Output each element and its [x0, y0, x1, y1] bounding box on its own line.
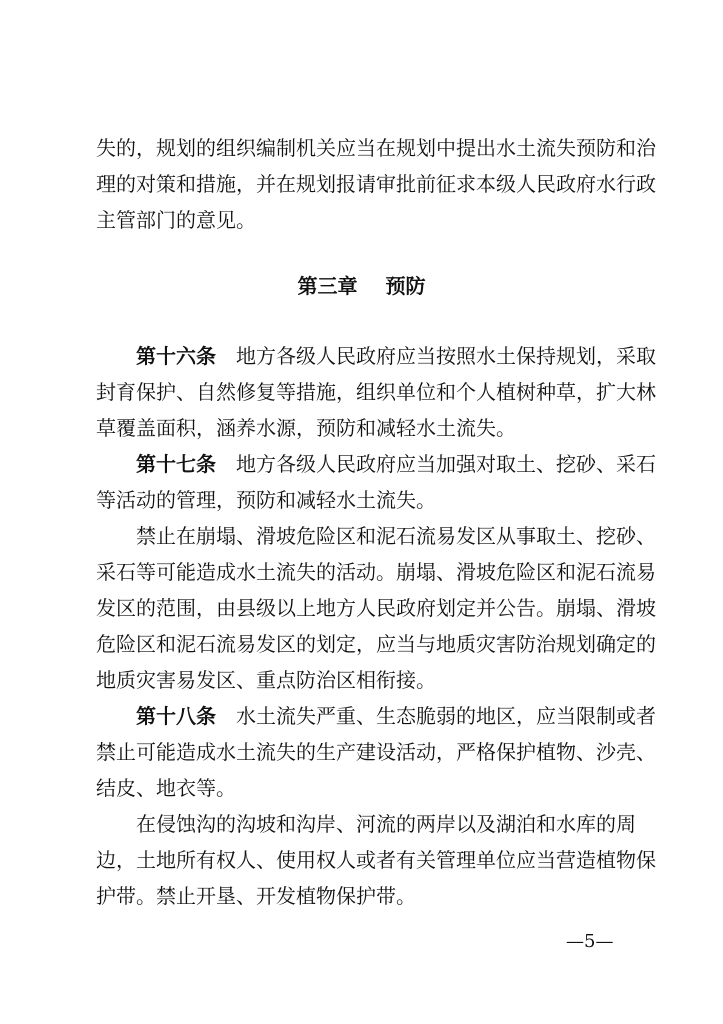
- text-line: 失的，规划的组织编制机关应当在规划中提出水土流失预防和治: [96, 136, 656, 160]
- text-span: 地方各级人民政府应当按照水土保持规划，采取: [236, 344, 656, 368]
- text-line: 地质灾害易发区、重点防治区相衔接。: [96, 668, 436, 692]
- chapter-number: 第三章: [297, 274, 358, 298]
- text-line: 禁止可能造成水土流失的生产建设活动，严格保护植物、沙壳、: [96, 740, 656, 764]
- text-line: 等活动的管理，预防和减轻水土流失。: [96, 488, 436, 512]
- text-span: 水土流失严重、生态脆弱的地区，应当限制或者: [236, 704, 656, 728]
- text-line: 在侵蚀沟的沟坡和沟岸、河流的两岸以及湖泊和水库的周: [136, 812, 636, 836]
- article-17-first-line: [96, 446, 656, 482]
- text-line: 边，土地所有权人、使用权人或者有关管理单位应当营造植物保: [96, 848, 656, 872]
- text-line: 护带。禁止开垦、开发植物保护带。: [96, 884, 416, 908]
- text-line: 草覆盖面积，涵养水源，预防和减轻水土流失。: [96, 416, 516, 440]
- chapter-heading: [0, 268, 723, 304]
- article-label: 第十七条: [136, 452, 216, 476]
- text-line: 危险区和泥石流易发区的划定，应当与地质灾害防治规划确定的: [96, 632, 656, 656]
- chapter-title: 预防: [385, 274, 426, 298]
- text-line: 采石等可能造成水土流失的活动。崩塌、滑坡危险区和泥石流易: [96, 560, 656, 584]
- text-line: 理的对策和措施，并在规划报请审批前征求本级人民政府水行政: [96, 172, 656, 196]
- text-line: 主管部门的意见。: [96, 208, 256, 232]
- text-line: 封育保护、自然修复等措施，组织单位和个人植树种草，扩大林: [96, 380, 656, 404]
- page-number: —5—: [566, 931, 614, 952]
- article-18-first-line: [96, 698, 656, 734]
- text-line: 结皮、地衣等。: [96, 776, 236, 800]
- text-line: 发区的范围，由县级以上地方人民政府划定并公告。崩塌、滑坡: [96, 596, 656, 620]
- text-span: 地方各级人民政府应当加强对取土、挖砂、采石: [236, 452, 656, 476]
- article-label: 第十六条: [136, 344, 216, 368]
- text-line: 禁止在崩塌、滑坡危险区和泥石流易发区从事取土、挖砂、: [136, 524, 656, 548]
- article-label: 第十八条: [136, 704, 216, 728]
- article-16-first-line: [96, 338, 656, 374]
